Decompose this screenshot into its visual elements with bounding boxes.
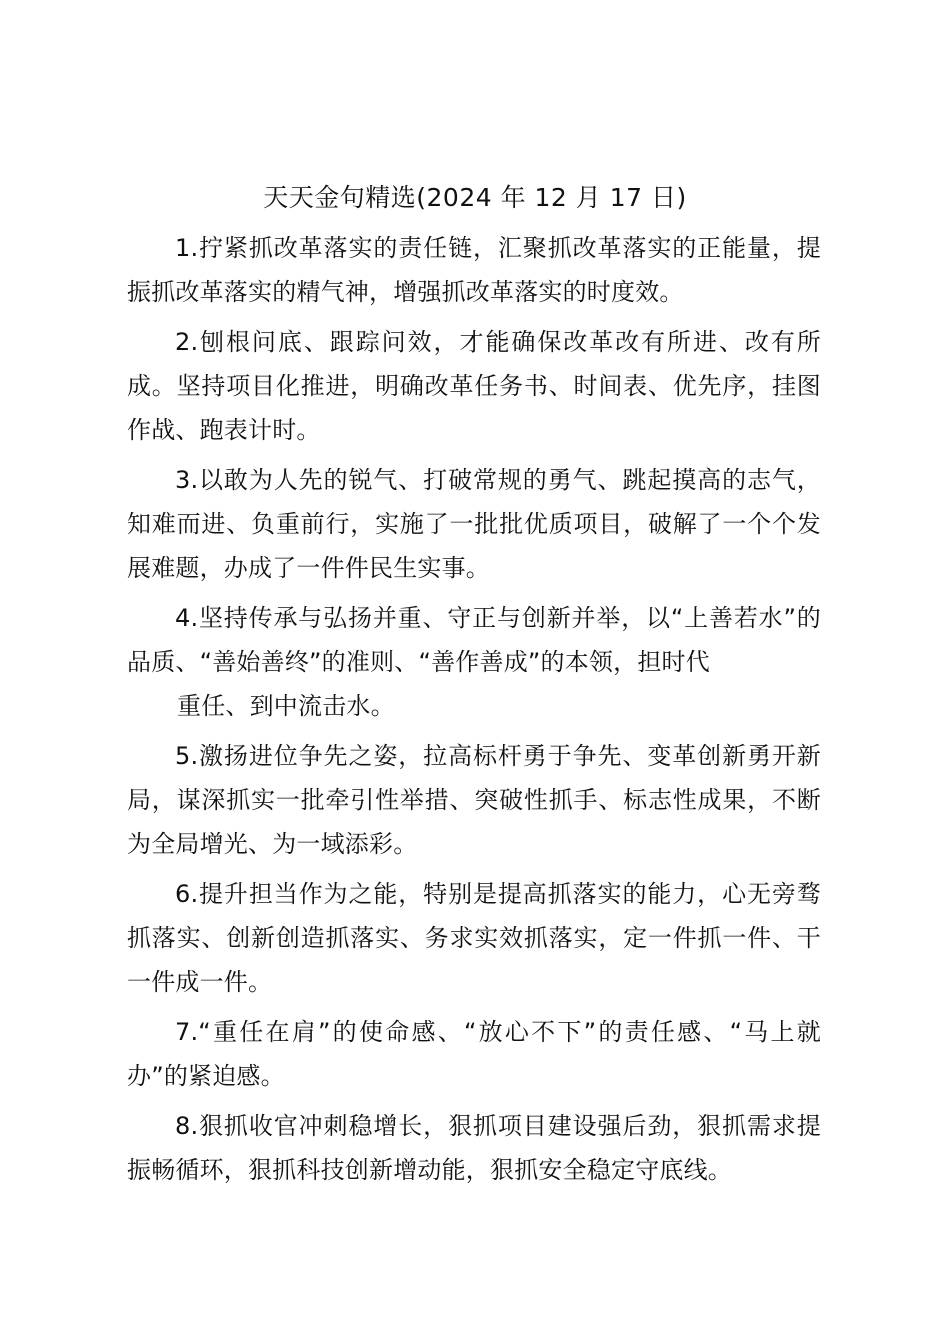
quote-paragraph-2: 2.刨根问底、跟踪问效，才能确保改革改有所进、改有所成。坚持项目化推进，明确改革任务书、时间表、优先序，挂图作战、跑表计时。 (127, 328, 821, 444)
quote-paragraph-4-continuation: 重任、到中流击水。 (177, 692, 395, 720)
quote-paragraph-5: 5.激扬进位争先之姿，拉高标杆勇于争先、变革创新勇开新局，谋深抓实一批牵引性举措、突破性抓手、标志性成果，不断为全局增光、为一域添彩。 (127, 742, 821, 858)
quote-paragraph-3: 3.以敢为人先的锐气、打破常规的勇气、跳起摸高的志气，知难而进、负重前行，实施了一批批优质项目，破解了一个个发展难题，办成了一件件民生实事。 (127, 466, 821, 582)
quote-paragraph-1: 1.拧紧抓改革落实的责任链，汇聚抓改革落实的正能量，提振抓改革落实的精气神，增强抓改革落实的时度效。 (127, 234, 821, 306)
quote-paragraph-4: 4.坚持传承与弘扬并重、守正与创新并举，以“上善若水”的品质、“善始善终”的准则、“善作善成”的本领，担时代 (127, 604, 821, 676)
quote-paragraph-7: 7.“重任在肩”的使命感、“放心不下”的责任感、“马上就办”的紧迫感。 (127, 1018, 821, 1090)
quote-paragraph-6: 6.提升担当作为之能，特别是提高抓落实的能力，心无旁骛抓落实、创新创造抓落实、务求实效抓落实，定一件抓一件、干一件成一件。 (127, 880, 821, 996)
document-body (127, 226, 821, 1192)
quote-paragraph-8: 8.狠抓收官冲刺稳增长，狠抓项目建设强后劲，狠抓需求提振畅循环，狠抓科技创新增动能，狠抓安全稳定守底线。 (127, 1112, 821, 1184)
document-title: 天天金句精选(2024 年 12 月 17 日) (263, 183, 687, 212)
